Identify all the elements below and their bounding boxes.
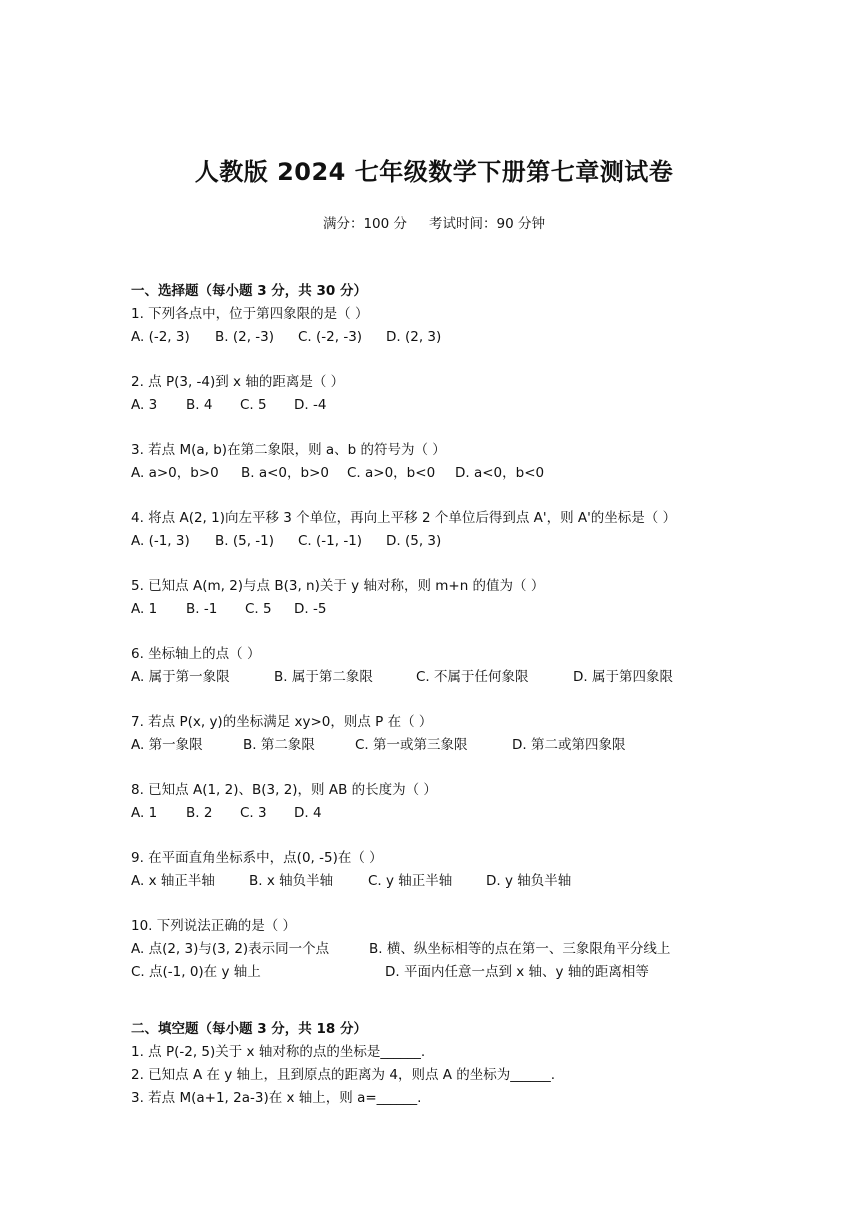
- question-options: [131, 961, 751, 984]
- option-c: C. 第一或第三象限: [355, 737, 468, 753]
- question-10: [131, 915, 751, 984]
- question-stem: 2. 点 P(3, -4)到 x 轴的距离是（ ）: [131, 374, 345, 390]
- option-d: D. 属于第四象限: [573, 669, 673, 685]
- option-b: B. x 轴负半轴: [249, 873, 334, 889]
- option-a: A. (-2, 3): [131, 329, 190, 345]
- option-b: B. (2, -3): [215, 329, 275, 345]
- question-stem: 7. 若点 P(x, y)的坐标满足 xy>0，则点 P 在（ ）: [131, 714, 433, 730]
- question-7: [131, 711, 751, 757]
- question-8: [131, 779, 751, 825]
- option-d: D. (2, 3): [386, 329, 442, 345]
- option-b: B. a<0，b>0: [241, 465, 329, 481]
- option-a: A. a>0，b>0: [131, 465, 219, 481]
- question-3: [131, 439, 751, 485]
- question-options: [131, 870, 751, 893]
- option-a: A. (-1, 3): [131, 533, 190, 549]
- question-options: [131, 326, 751, 349]
- section-heading: 一、选择题（每小题 3 分，共 30 分）: [131, 283, 367, 299]
- fill-question-2: 2. 已知点 A 在 y 轴上，且到原点的距离为 4，则点 A 的坐标为______.: [131, 1067, 556, 1083]
- option-a: A. 第一象限: [131, 737, 203, 753]
- question-options: [131, 666, 751, 689]
- option-a: A. x 轴正半轴: [131, 873, 215, 889]
- option-b: B. 4: [186, 397, 213, 413]
- exam-time-text: 考试时间：90 分钟: [429, 216, 546, 232]
- question-options: [131, 734, 751, 757]
- option-d: D. 平面内任意一点到 x 轴、y 轴的距离相等: [385, 964, 649, 980]
- option-d: D. a<0，b<0: [455, 465, 545, 481]
- question-4: [131, 507, 751, 553]
- question-stem: 6. 坐标轴上的点（ ）: [131, 646, 261, 662]
- question-options: [131, 938, 751, 961]
- fill-question-1: 1. 点 P(-2, 5)关于 x 轴对称的点的坐标是______.: [131, 1044, 426, 1060]
- question-stem: 10. 下列说法正确的是（ ）: [131, 918, 297, 934]
- option-b: B. 2: [186, 805, 213, 821]
- option-c: C. 不属于任何象限: [416, 669, 529, 685]
- question-options: [131, 394, 751, 417]
- question-stem: 5. 已知点 A(m, 2)与点 B(3, n)关于 y 轴对称，则 m+n 的值为（ ）: [131, 578, 545, 594]
- option-c: C. 3: [240, 805, 267, 821]
- document-title: 人教版 2024 七年级数学下册第七章测试卷: [194, 158, 674, 186]
- question-stem: 4. 将点 A(2, 1)向左平移 3 个单位，再向上平移 2 个单位后得到点 A'，则 A'的坐标是（ ）: [131, 510, 677, 526]
- question-options: [131, 598, 751, 621]
- option-a: A. 1: [131, 601, 158, 617]
- option-d: D. y 轴负半轴: [486, 873, 572, 889]
- question-stem: 1. 下列各点中，位于第四象限的是（ ）: [131, 306, 369, 322]
- option-b: B. (5, -1): [215, 533, 275, 549]
- question-options: [131, 462, 751, 485]
- question-stem: 8. 已知点 A(1, 2)、B(3, 2)，则 AB 的长度为（ ）: [131, 782, 437, 798]
- option-b: B. 属于第二象限: [274, 669, 373, 685]
- question-stem: 3. 若点 M(a, b)在第二象限，则 a、b 的符号为（ ）: [131, 442, 446, 458]
- section-fill-blank: [131, 1018, 751, 1110]
- option-b: B. 第二象限: [243, 737, 315, 753]
- question-stem: 9. 在平面直角坐标系中，点(0, -5)在（ ）: [131, 850, 383, 866]
- section-choice: [131, 280, 751, 984]
- question-9: [131, 847, 751, 893]
- option-a: A. 点(2, 3)与(3, 2)表示同一个点: [131, 941, 330, 957]
- exam-meta: [0, 212, 868, 232]
- question-1: [131, 303, 751, 349]
- option-d: D. -4: [294, 397, 327, 413]
- option-c: C. 点(-1, 0)在 y 轴上: [131, 964, 261, 980]
- question-2: [131, 371, 751, 417]
- option-a: A. 1: [131, 805, 158, 821]
- full-score-text: 满分：100 分: [322, 216, 408, 232]
- option-c: C. 5: [240, 397, 267, 413]
- question-options: [131, 530, 751, 553]
- option-d: D. (5, 3): [386, 533, 442, 549]
- option-c: C. 5: [245, 601, 272, 617]
- option-d: D. 4: [294, 805, 322, 821]
- option-a: A. 属于第一象限: [131, 669, 230, 685]
- option-b: B. -1: [186, 601, 218, 617]
- option-c: C. y 轴正半轴: [368, 873, 453, 889]
- question-6: [131, 643, 751, 689]
- section-heading: 二、填空题（每小题 3 分，共 18 分）: [131, 1021, 367, 1037]
- option-a: A. 3: [131, 397, 158, 413]
- question-5: [131, 575, 751, 621]
- option-b: B. 横、纵坐标相等的点在第一、三象限角平分线上: [369, 941, 671, 957]
- fill-question-3: 3. 若点 M(a+1, 2a-3)在 x 轴上，则 a=______.: [131, 1090, 422, 1106]
- option-c: C. (-1, -1): [298, 533, 363, 549]
- question-options: [131, 802, 751, 825]
- option-d: D. -5: [294, 601, 327, 617]
- option-d: D. 第二或第四象限: [512, 737, 626, 753]
- option-c: C. (-2, -3): [298, 329, 363, 345]
- document-body: [131, 280, 751, 1110]
- option-c: C. a>0，b<0: [347, 465, 436, 481]
